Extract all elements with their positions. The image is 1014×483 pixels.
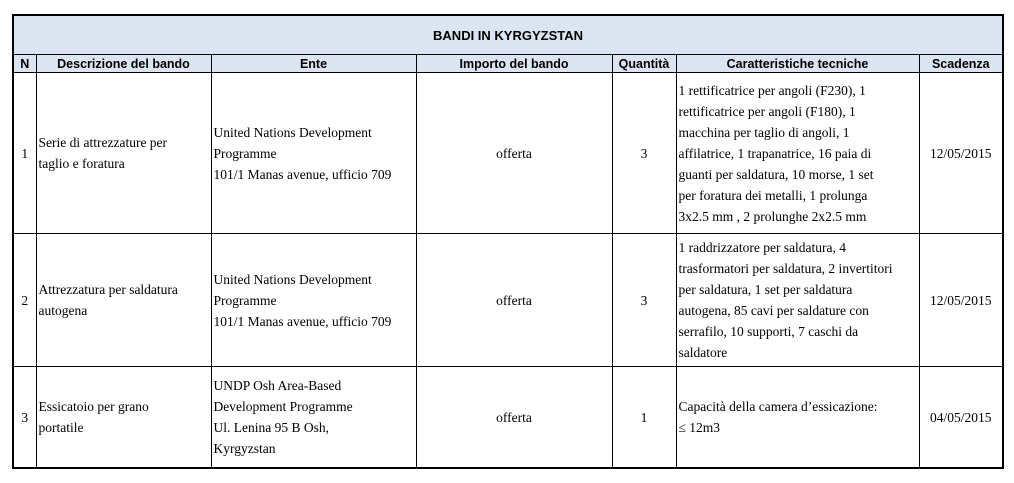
cell-scadenza: 04/05/2015	[919, 367, 1003, 469]
cell-line: affilatrice, 1 trapanatrice, 16 paia di	[678, 145, 872, 161]
header-descrizione: Descrizione del bando	[36, 55, 211, 73]
cell-line: Development Programme	[213, 399, 353, 414]
cell-line: 1 raddrizzatore per saldatura, 4	[678, 240, 847, 255]
cell-line: 101/1 Manas avenue, ufficio 709	[213, 313, 392, 329]
cell-line: Attrezzatura per saldatura	[38, 282, 178, 297]
cell-quantita: 3	[612, 234, 676, 367]
cell-line: taglio e foratura	[38, 156, 125, 171]
cell-caratteristiche	[676, 73, 919, 234]
cell-line: Programme	[213, 145, 277, 161]
cell-line: autogena	[38, 303, 88, 318]
cell-descrizione	[36, 234, 211, 367]
cell-n: 1	[13, 73, 36, 234]
cell-line: serrafilo, 10 supporti, 7 caschi da	[678, 324, 859, 339]
table-row	[13, 73, 1003, 234]
cell-line: Capacità della camera d’essicazione:	[678, 399, 878, 414]
cell-n: 3	[13, 367, 36, 469]
cell-line: Ul. Lenina 95 B Osh,	[213, 420, 329, 435]
cell-descrizione	[36, 73, 211, 234]
cell-line: per saldatura, 1 set per saldatura	[678, 282, 853, 297]
cell-line: autogena, 85 cavi per saldature con	[678, 303, 869, 318]
header-scadenza: Scadenza	[919, 55, 1003, 73]
cell-line: portatile	[38, 420, 84, 435]
cell-line: 3x2.5 mm , 2 prolunghe 2x2.5 mm	[678, 208, 867, 224]
cell-line: 1 rettificatrice per angoli (F230), 1	[678, 82, 866, 98]
cell-line: trasformatori per saldatura, 2 invertitori	[678, 261, 893, 276]
header-caratteristiche: Caratteristiche tecniche	[676, 55, 919, 73]
bandi-table	[12, 14, 1004, 469]
cell-line: Essicatoio per grano	[38, 399, 149, 414]
cell-line: UNDP Osh Area-Based	[213, 378, 342, 393]
cell-line: saldatore	[678, 345, 728, 360]
cell-ente	[211, 234, 416, 367]
cell-line: United Nations Development	[213, 271, 372, 287]
header-ente: Ente	[211, 55, 416, 73]
cell-line: guanti per saldatura, 10 morse, 1 set	[678, 166, 874, 182]
header-n: N	[13, 55, 36, 73]
cell-importo: offerta	[416, 367, 612, 469]
cell-line: Programme	[213, 292, 277, 308]
cell-line: United Nations Development	[213, 124, 372, 140]
header-quantita: Quantità	[612, 55, 676, 73]
cell-line: ≤ 12m3	[678, 420, 721, 435]
cell-ente	[211, 367, 416, 469]
cell-n: 2	[13, 234, 36, 367]
cell-caratteristiche	[676, 367, 919, 469]
cell-scadenza: 12/05/2015	[919, 234, 1003, 367]
table-title: BANDI IN KYRGYZSTAN	[13, 15, 1003, 55]
cell-line: 101/1 Manas avenue, ufficio 709	[213, 166, 392, 182]
cell-quantita: 3	[612, 73, 676, 234]
header-importo: Importo del bando	[416, 55, 612, 73]
table-row	[13, 367, 1003, 469]
cell-line: Kyrgyzstan	[213, 441, 276, 456]
cell-line: macchina per taglio di angoli, 1	[678, 124, 850, 140]
cell-scadenza: 12/05/2015	[919, 73, 1003, 234]
cell-line: Serie di attrezzature per	[38, 135, 168, 150]
cell-descrizione	[36, 367, 211, 469]
cell-ente	[211, 73, 416, 234]
cell-quantita: 1	[612, 367, 676, 469]
cell-line: rettificatrice per angoli (F180), 1	[678, 103, 856, 119]
cell-line: per foratura dei metalli, 1 prolunga	[678, 187, 868, 203]
cell-importo: offerta	[416, 234, 612, 367]
cell-importo: offerta	[416, 73, 612, 234]
cell-caratteristiche	[676, 234, 919, 367]
table-row	[13, 234, 1003, 367]
